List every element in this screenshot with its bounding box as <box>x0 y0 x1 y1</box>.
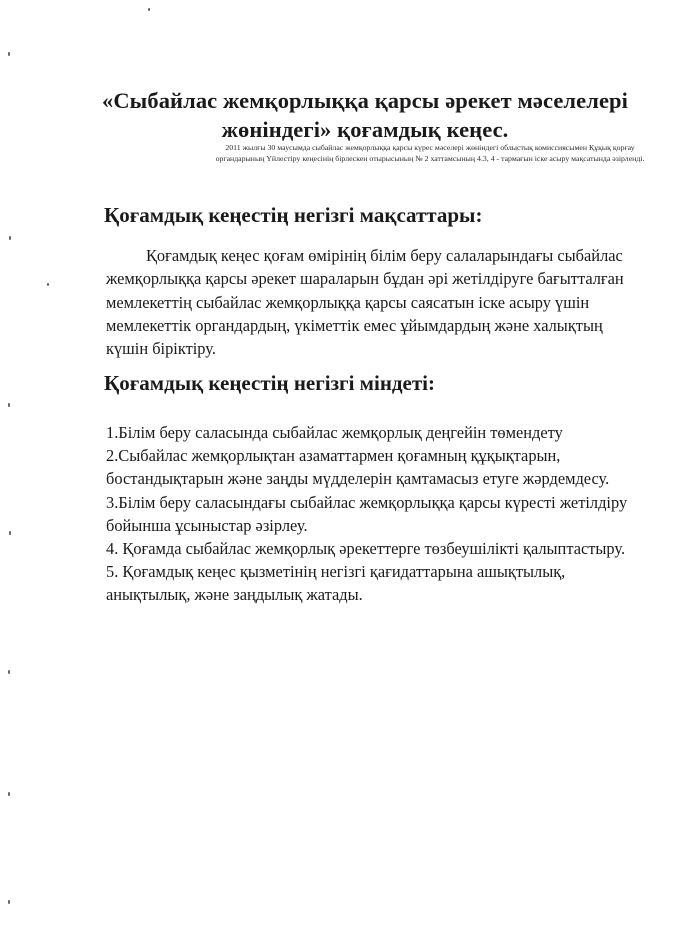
task-item-5: 5. Қоғамдық кеңес қызметінің негізгі қағидаттарына ашықтылық, анықтылық, және заңдылық жатады. <box>106 562 566 605</box>
scan-speck <box>148 8 150 11</box>
document-title: «Сыбайлас жемқорлыққа қарсы әрекет мәселелері жөніндегі» қоғамдық кеңес. <box>101 88 628 142</box>
goals-heading: Қоғамдық кеңестің негізгі мақсаттары: <box>104 203 483 227</box>
scan-speck <box>8 403 10 407</box>
scan-speck <box>47 283 49 286</box>
tasks-heading: Қоғамдық кеңестің негізгі міндеті: <box>104 371 436 395</box>
task-item-2: 2.Сыбайлас жемқорлықтан азаматтармен қоғамның құқықтарын, бостандықтарын және заңды мүдделерін қамтамасыз етуге жәрдемдесу. <box>106 446 610 489</box>
scan-speck <box>8 670 10 674</box>
task-item-4: 4. Қоғамда сыбайлас жемқорлық әрекеттерге төзбеушілікті қалыптастыру. <box>106 539 626 559</box>
scan-speck <box>8 52 10 56</box>
scan-speck <box>8 792 10 796</box>
scan-speck <box>9 531 11 535</box>
scan-speck <box>8 900 10 904</box>
task-item-3: 3.Білім беру саласындағы сыбайлас жемқорлыққа қарсы күресті жетілдіру бойынша ұсыныстар әзірлеу. <box>106 492 628 535</box>
goals-paragraph: Қоғамдық кеңес қоғам өмірінің білім беру салаларындағы сыбайлас жемқорлыққа қарсы әрекет шараларын бұдан әрі жетілдіруге бағытталған мемлекеттің сыбайлас жемқорлыққа қарсы саясатын іске асыру үшін мемлекеттік органдардың, үкіметтік емес ұйымдардың және халықтың күшін біріктіру. <box>106 246 624 359</box>
task-item-1: 1.Білім беру саласында сыбайлас жемқорлық деңгейін төмендету <box>106 423 563 442</box>
tasks-list <box>106 421 646 607</box>
document-subtitle: 2011 жылғы 30 маусымда сыбайлас жемқорлыққа қарсы күрес мәселері жөніндегі облыстық комиссиясымен Құқық қорғау органдарының Үйлестіру кеңесінің бірлескен отырысының № 2 хаттамсының 4.3, 4 - тармағын іске асыру мақсатында әзірленді. <box>215 143 645 164</box>
scan-speck <box>9 236 11 240</box>
